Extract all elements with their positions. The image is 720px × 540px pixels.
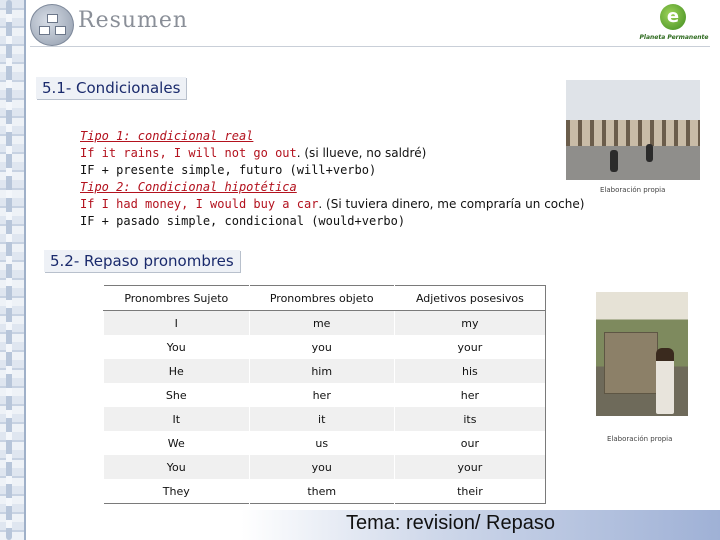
table-cell: You xyxy=(104,455,250,479)
header-divider xyxy=(30,46,710,47)
table-row xyxy=(104,335,546,359)
table-cell: its xyxy=(394,407,545,431)
table-cell: It xyxy=(104,407,250,431)
photo-person xyxy=(646,144,653,162)
table-cell: his xyxy=(394,359,545,383)
table-cell: I xyxy=(104,311,250,336)
table-cell: her xyxy=(249,383,394,407)
column-header: Pronombres objeto xyxy=(249,286,394,311)
table-cell: her xyxy=(394,383,545,407)
table-cell: their xyxy=(394,479,545,504)
column-header: Adjetivos posesivos xyxy=(394,286,545,311)
condicional-line xyxy=(80,162,376,179)
photo-person xyxy=(610,150,618,172)
example-sentence: If I had money, I would buy a car xyxy=(80,197,319,211)
tipo-2-heading: Tipo 2: Condicional hipotética xyxy=(80,180,297,194)
condicional-line xyxy=(80,196,584,213)
table-cell: you xyxy=(249,335,394,359)
photo-caption: Elaboración propia xyxy=(600,186,666,194)
table-cell: us xyxy=(249,431,394,455)
table-header-row xyxy=(104,286,546,311)
table-cell: our xyxy=(394,431,545,455)
table-cell: She xyxy=(104,383,250,407)
condicional-line xyxy=(80,128,253,145)
table-cell: He xyxy=(104,359,250,383)
example-translation: . (Si tuviera dinero, me compraría un coche) xyxy=(318,197,585,211)
rule-formula: IF + pasado simple, condicional (would+verbo) xyxy=(80,214,406,228)
brand-logo-icon: e xyxy=(660,4,686,30)
table-cell: your xyxy=(394,335,545,359)
footer-topic-text: Tema: revision/ Repaso xyxy=(346,512,555,534)
table-row xyxy=(104,359,546,383)
table-cell: them xyxy=(249,479,394,504)
photo-ruins-wall xyxy=(604,332,658,394)
table-cell: me xyxy=(249,311,394,336)
table-row xyxy=(104,311,546,336)
arena-arches xyxy=(566,120,700,146)
table-row xyxy=(104,479,546,504)
example-sentence: If it rains, I will not go out xyxy=(80,146,297,160)
section-title-pronombres: 5.2- Repaso pronombres xyxy=(44,250,240,272)
table-cell: it xyxy=(249,407,394,431)
table-cell: him xyxy=(249,359,394,383)
table-row xyxy=(104,383,546,407)
site-logo-icon xyxy=(30,4,74,46)
table-cell: your xyxy=(394,455,545,479)
table-cell: my xyxy=(394,311,545,336)
tipo-1-heading: Tipo 1: condicional real xyxy=(80,129,254,143)
ruins-photo xyxy=(596,292,688,416)
table-row xyxy=(104,407,546,431)
brand-logo xyxy=(636,4,712,44)
table-cell: We xyxy=(104,431,250,455)
table-cell: They xyxy=(104,479,250,504)
photo-person xyxy=(656,348,674,414)
table-row xyxy=(104,431,546,455)
condicional-line xyxy=(80,213,405,230)
condicional-line xyxy=(80,179,297,196)
table-cell: you xyxy=(249,455,394,479)
table-cell: You xyxy=(104,335,250,359)
left-decorative-border xyxy=(0,0,26,540)
column-header: Pronombres Sujeto xyxy=(104,286,250,311)
section-title-condicionales: 5.1- Condicionales xyxy=(36,77,186,99)
arena-photo xyxy=(566,80,700,180)
condicional-line xyxy=(80,145,426,162)
brand-logo-text: Planeta Permanente xyxy=(639,34,709,41)
pronouns-table xyxy=(103,285,546,504)
photo-caption: Elaboración propia xyxy=(607,435,673,443)
page-header-title: Resumen xyxy=(78,8,189,33)
example-translation: . (si llueve, no saldré) xyxy=(296,146,427,160)
rule-formula: IF + presente simple, futuro (will+verbo) xyxy=(80,163,377,177)
table-row xyxy=(104,455,546,479)
